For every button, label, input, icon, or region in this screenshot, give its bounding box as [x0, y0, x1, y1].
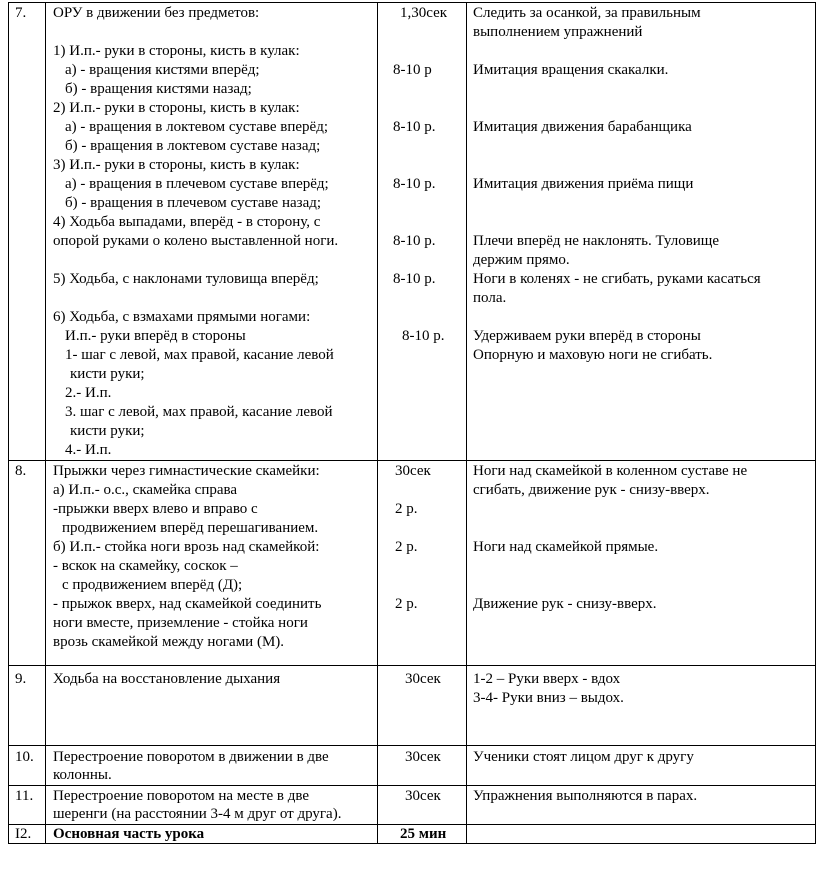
- note-text: Плечи вперёд не наклонять. Туловище: [473, 233, 720, 249]
- exercise-text: 4.- И.п.: [65, 442, 112, 458]
- exercise-text: б) - вращения в локтевом суставе назад;: [65, 138, 321, 154]
- column-divider: [377, 2, 378, 844]
- note-text: Ноги над скамейкой в коленном суставе не: [473, 463, 748, 479]
- exercise-text: ОРУ в движении без предметов:: [53, 5, 260, 21]
- exercise-text: 6) Ходьба, с взмахами прямыми ногами:: [53, 309, 311, 325]
- exercise-text: врозь скамейкой между ногами (М).: [53, 634, 285, 650]
- note-text: Следить за осанкой, за правильным: [473, 5, 701, 21]
- exercise-text: 2.- И.п.: [65, 385, 112, 401]
- note-text: Удерживаем руки вперёд в стороны: [473, 328, 701, 344]
- exercise-text: И.п.- руки вперёд в стороны: [65, 328, 246, 344]
- row-divider: [8, 665, 816, 666]
- note-text: Ноги в коленях - не сгибать, руками касаться: [473, 271, 761, 287]
- exercise-text: 3) И.п.- руки в стороны, кисть в кулак:: [53, 157, 300, 173]
- dosage-text: 30сек: [405, 671, 441, 687]
- dosage-text: 8-10 р: [393, 62, 432, 78]
- exercise-text: а) - вращения кистями вперёд;: [65, 62, 260, 78]
- exercise-text: 3. шаг с левой, мах правой, касание левой: [65, 404, 333, 420]
- note-text: Имитация движения барабанщика: [473, 119, 692, 135]
- dosage-text: 25 мин: [400, 826, 447, 842]
- exercise-text: опорой руками о колено выставленной ноги.: [53, 233, 339, 249]
- exercise-text: 4) Ходьба выпадами, вперёд - в сторону, с: [53, 214, 321, 230]
- dosage-text: 30сек: [405, 749, 441, 765]
- exercise-text: б) - вращения в плечевом суставе назад;: [65, 195, 322, 211]
- note-text: Движение рук - снизу-вверх.: [473, 596, 657, 612]
- exercise-text: Перестроение поворотом в движении в две: [53, 749, 329, 765]
- dosage-text: 30сек: [395, 463, 431, 479]
- dosage-text: 2 р.: [395, 501, 418, 517]
- exercise-text: 1) И.п.- руки в стороны, кисть в кулак:: [53, 43, 300, 59]
- exercise-text: а) И.п.- о.с., скамейка справа: [53, 482, 238, 498]
- note-text: 3-4- Руки вниз – выдох.: [473, 690, 624, 706]
- dosage-text: 1,30сек: [400, 5, 448, 21]
- column-divider: [45, 2, 46, 844]
- section-title: Основная часть урока: [53, 826, 205, 842]
- dosage-text: 30сек: [405, 788, 441, 804]
- row-divider: [8, 460, 816, 461]
- exercise-text: а) - вращения в локтевом суставе вперёд;: [65, 119, 328, 135]
- note-text: Упражнения выполняются в парах.: [473, 788, 698, 804]
- dosage-text: 8-10 р.: [393, 271, 436, 287]
- dosage-text: 2 р.: [395, 596, 418, 612]
- dosage-text: 8-10 р.: [402, 328, 445, 344]
- note-text: держим прямо.: [473, 252, 570, 268]
- table-border-top: [8, 2, 816, 3]
- row-number: 8.: [15, 463, 27, 479]
- exercise-text: 1- шаг с левой, мах правой, касание левой: [65, 347, 334, 363]
- exercise-text: -прыжки вверх влево и вправо с: [53, 501, 258, 517]
- exercise-text: ноги вместе, приземление - стойка ноги: [53, 615, 308, 631]
- exercise-text: Перестроение поворотом на месте в две: [53, 788, 310, 804]
- exercise-text: Прыжки через гимнастические скамейки:: [53, 463, 320, 479]
- note-text: Опорную и маховую ноги не сгибать.: [473, 347, 713, 363]
- row-number: 7.: [15, 5, 27, 21]
- row-number: 10.: [15, 749, 34, 765]
- exercise-text: шеренги (на расстоянии 3-4 м друг от друга).: [53, 806, 342, 822]
- exercise-text: Ходьба на восстановление дыхания: [53, 671, 281, 687]
- note-text: выполнением упражнений: [473, 24, 643, 40]
- row-number: 11.: [15, 788, 34, 804]
- exercise-text: 5) Ходьба, с наклонами туловища вперёд;: [53, 271, 319, 287]
- note-text: Ученики стоят лицом друг к другу: [473, 749, 694, 765]
- exercise-text: продвижением вперёд перешагиванием.: [62, 520, 319, 536]
- row-number: 9.: [15, 671, 27, 687]
- note-text: Ноги над скамейкой прямые.: [473, 539, 659, 555]
- exercise-text: кисти руки;: [70, 423, 145, 439]
- row-divider: [8, 785, 816, 786]
- dosage-text: 8-10 р.: [393, 119, 436, 135]
- exercise-text: 2) И.п.- руки в стороны, кисть в кулак:: [53, 100, 300, 116]
- note-text: сгибать, движение рук - снизу-вверх.: [473, 482, 710, 498]
- exercise-text: - вскок на скамейку, соскок –: [53, 558, 238, 574]
- row-number: I2.: [15, 826, 32, 842]
- note-text: 1-2 – Руки вверх - вдох: [473, 671, 621, 687]
- exercise-text: а) - вращения в плечевом суставе вперёд;: [65, 176, 329, 192]
- dosage-text: 8-10 р.: [393, 176, 436, 192]
- note-text: Имитация движения приёма пищи: [473, 176, 694, 192]
- exercise-text: б) И.п.- стойка ноги врозь над скамейкой:: [53, 539, 320, 555]
- dosage-text: 8-10 р.: [393, 233, 436, 249]
- exercise-text: с продвижением вперёд (Д);: [62, 577, 243, 593]
- exercise-text: - прыжок вверх, над скамейкой соединить: [53, 596, 322, 612]
- note-text: пола.: [473, 290, 507, 306]
- row-divider: [8, 745, 816, 746]
- exercise-text: кисти руки;: [70, 366, 145, 382]
- column-divider: [466, 2, 467, 844]
- note-text: Имитация вращения скакалки.: [473, 62, 669, 78]
- exercise-text: б) - вращения кистями назад;: [65, 81, 252, 97]
- table-border-left: [8, 2, 9, 844]
- dosage-text: 2 р.: [395, 539, 418, 555]
- exercise-text: колонны.: [53, 767, 112, 783]
